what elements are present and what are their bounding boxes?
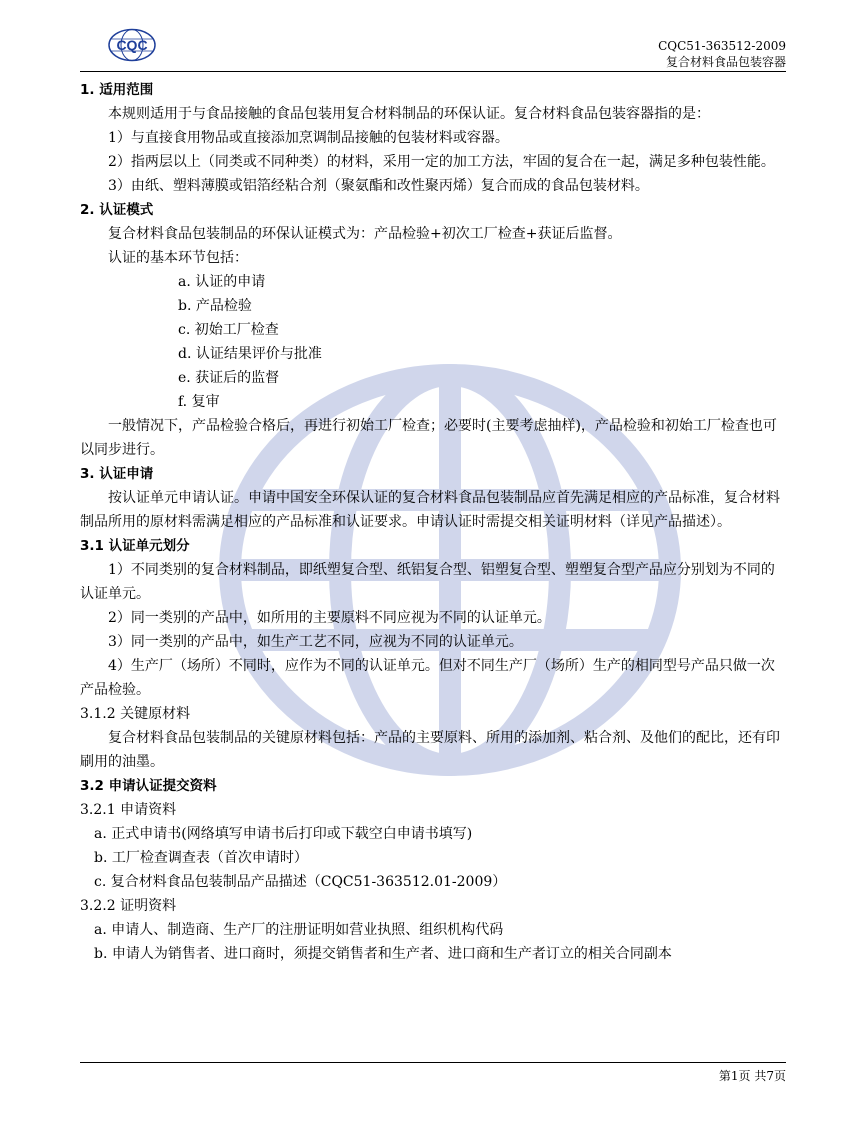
header-divider [80,71,786,72]
list-item: 3）同一类别的产品中，如生产工艺不同，应视为不同的认证单元。 [108,634,523,650]
footer-divider [80,1062,786,1063]
list-item: f. 复审 [178,394,220,410]
list-item: b. 申请人为销售者、进口商时，须提交销售者和生产者、进口商和生产者订立的相关合同副本 [94,946,672,962]
document-header [658,38,786,70]
list-item: 4）生产厂（场所）不同时，应作为不同的认证单元。但对不同生产厂（场所）生产的相同型号产品只做一次产品检验。 [80,658,775,698]
list-item: 3）由纸、塑料薄膜或铝箔经粘合剂（聚氨酯和改性聚丙烯）复合而成的食品包装材料。 [108,178,649,194]
section-2-title: 2. 认证模式 [80,202,154,218]
list-item: a. 申请人、制造商、生产厂的注册证明如营业执照、组织机构代码 [94,922,504,938]
section-3-2-title: 3.2 申请认证提交资料 [80,778,217,794]
paragraph: 按认证单元申请认证。申请中国安全环保认证的复合材料食品包装制品应首先满足相应的产品标准，复合材料制品所用的原材料需满足相应的产品标准和认证要求。申请认证时需提交相关证明材料（详见产品描述）。 [80,490,780,530]
section-3-title: 3. 认证申请 [80,466,154,482]
paragraph: 认证的基本环节包括： [108,250,248,266]
list-item: 2）指两层以上（同类或不同种类）的材料，采用一定的加工方法，牢固的复合在一起，满足多种包装性能。 [108,154,775,170]
list-item: 1）与直接食用物品或直接添加烹调制品接触的包装材料或容器。 [108,130,509,146]
svg-text:CQC: CQC [116,37,148,53]
paragraph: 一般情况下，产品检验合格后，再进行初始工厂检查；必要时(主要考虑抽样)，产品检验和初始工厂检查也可以同步进行。 [80,418,777,458]
list-item: 1）不同类别的复合材料制品，即纸塑复合型、纸铝复合型、铝塑复合型、塑塑复合型产品应分别划为不同的认证单元。 [80,562,775,602]
list-item: c. 复合材料食品包装制品产品描述（CQC51-363512.01-2009） [94,874,507,890]
paragraph: 复合材料食品包装制品的环保认证模式为：产品检验+初次工厂检查+获证后监督。 [108,226,622,242]
section-3-1-title: 3.1 认证单元划分 [80,538,190,554]
document-body [80,78,786,966]
section-3-2-2-title: 3.2.2 证明资料 [80,898,177,914]
list-item: a. 认证的申请 [178,274,266,290]
section-1-title: 1. 适用范围 [80,82,154,98]
list-item: e. 获证后的监督 [178,370,280,386]
list-item: b. 工厂检查调查表（首次申请时） [94,850,308,866]
paragraph: 本规则适用于与食品接触的食品包装用复合材料制品的环保认证。复合材料食品包装容器指的是： [108,106,710,122]
list-item: a. 正式申请书(网络填写申请书后打印或下载空白申请书填写) [94,826,473,842]
list-item: c. 初始工厂检查 [178,322,279,338]
paragraph: 复合材料食品包装制品的关键原材料包括：产品的主要原料、所用的添加剂、粘合剂、及他们的配比，还有印刷用的油墨。 [80,730,780,770]
list-item: d. 认证结果评价与批准 [178,346,322,362]
list-item: b. 产品检验 [178,298,252,314]
doc-number: CQC51-363512-2009 [658,39,786,53]
cqc-logo-icon [107,28,157,62]
doc-title: 复合材料食品包装容器 [665,55,786,69]
section-3-2-1-title: 3.2.1 申请资料 [80,802,177,818]
page-number: 第1页 共7页 [718,1069,786,1083]
list-item: 2）同一类别的产品中，如所用的主要原料不同应视为不同的认证单元。 [108,610,551,626]
section-3-1-2-title: 3.1.2 关键原材料 [80,706,191,722]
